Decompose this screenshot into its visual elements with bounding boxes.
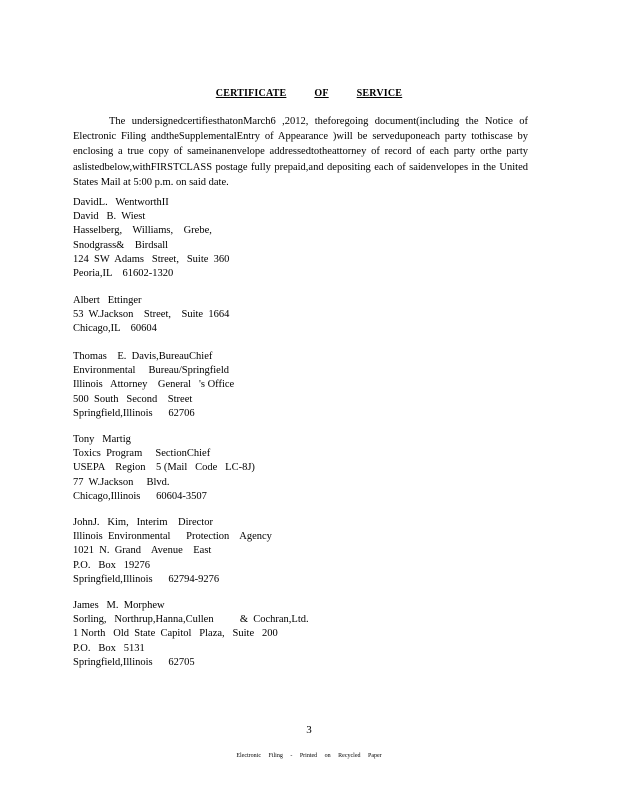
address-line: David B. Wiest [73, 211, 146, 223]
address-line: 1021 N. Grand Avenue East [73, 545, 212, 557]
recipient-address [73, 433, 255, 504]
recipient-address [73, 196, 229, 281]
address-line: Chicago,Illinois 60604-3507 [73, 490, 207, 502]
address-line: Springfield,Illinois 62705 [73, 656, 195, 668]
address-line: 500 South Second Street [73, 393, 193, 405]
address-line: Snodgrass& Birdsall [73, 239, 169, 251]
address-line: Tony Martig [73, 434, 131, 445]
recipient-address [73, 599, 309, 670]
address-line: JohnJ. Kim, Interim Director [73, 517, 213, 528]
recipient-address [73, 516, 272, 587]
address-line: James M. Morphew [73, 600, 165, 611]
address-line: Springfield,Illinois 62706 [73, 407, 195, 419]
address-line: 77 W.Jackson Blvd. [73, 476, 170, 488]
certification-paragraph [73, 114, 528, 190]
address-line: Hasselberg, Williams, Grebe, [73, 225, 212, 237]
recipient-address [73, 294, 229, 337]
certification-text: The undersignedcertifiesthatonMarch6 ,2012, theforegoing document(including the Notice of Electronic Filing andtheSupplementalEntry of Appearance )will be serveduponeach party tothiscase by enclosing a true copy of sameinanenvelope addressedtotheattorney of record of each party orthe party aslistedbelow,withFIRSTCLASS postage fully prepaid,and depositing each of saidenvelopes in the United States Mail at 5:00 p.m. on said date. [73, 116, 528, 188]
certificate-title [0, 88, 618, 99]
address-line: Environmental Bureau/Springfield [73, 365, 230, 377]
address-line: Illinois Environmental Protection Agency [73, 531, 272, 543]
title-part-3: SERVICE [356, 88, 403, 99]
page-number: 3 [306, 724, 312, 736]
address-line: P.O. Box 19276 [73, 559, 151, 571]
address-line: Illinois Attorney General 's Office [73, 379, 235, 391]
address-line: 1 North Old State Capitol Plaza, Suite 200 [73, 628, 278, 640]
address-line: Thomas E. Davis,BureauChief [73, 351, 213, 362]
address-line: Springfield,Illinois 62794-9276 [73, 573, 220, 585]
footer-note: Electronic Filing - Printed on Recycled Paper [236, 753, 382, 759]
address-line: P.O. Box 5131 [73, 642, 145, 654]
address-line: DavidL. WentworthII [73, 197, 169, 208]
title-part-2: OF [314, 88, 329, 99]
address-line: 124 SW Adams Street, Suite 360 [73, 253, 230, 265]
address-line: Albert Ettinger [73, 295, 142, 306]
recipient-address [73, 350, 234, 421]
address-line: Toxics Program SectionChief [73, 448, 211, 460]
address-line: Chicago,IL 60604 [73, 323, 157, 335]
title-part-1: CERTIFICATE [215, 88, 287, 99]
address-line: USEPA Region 5 (Mail Code LC-8J) [73, 462, 255, 474]
address-line: Sorling, Northrup,Hanna,Cullen & Cochran,Ltd. [73, 614, 309, 626]
address-line: Peoria,IL 61602-1320 [73, 268, 174, 280]
address-line: 53 W.Jackson Street, Suite 1664 [73, 309, 230, 321]
